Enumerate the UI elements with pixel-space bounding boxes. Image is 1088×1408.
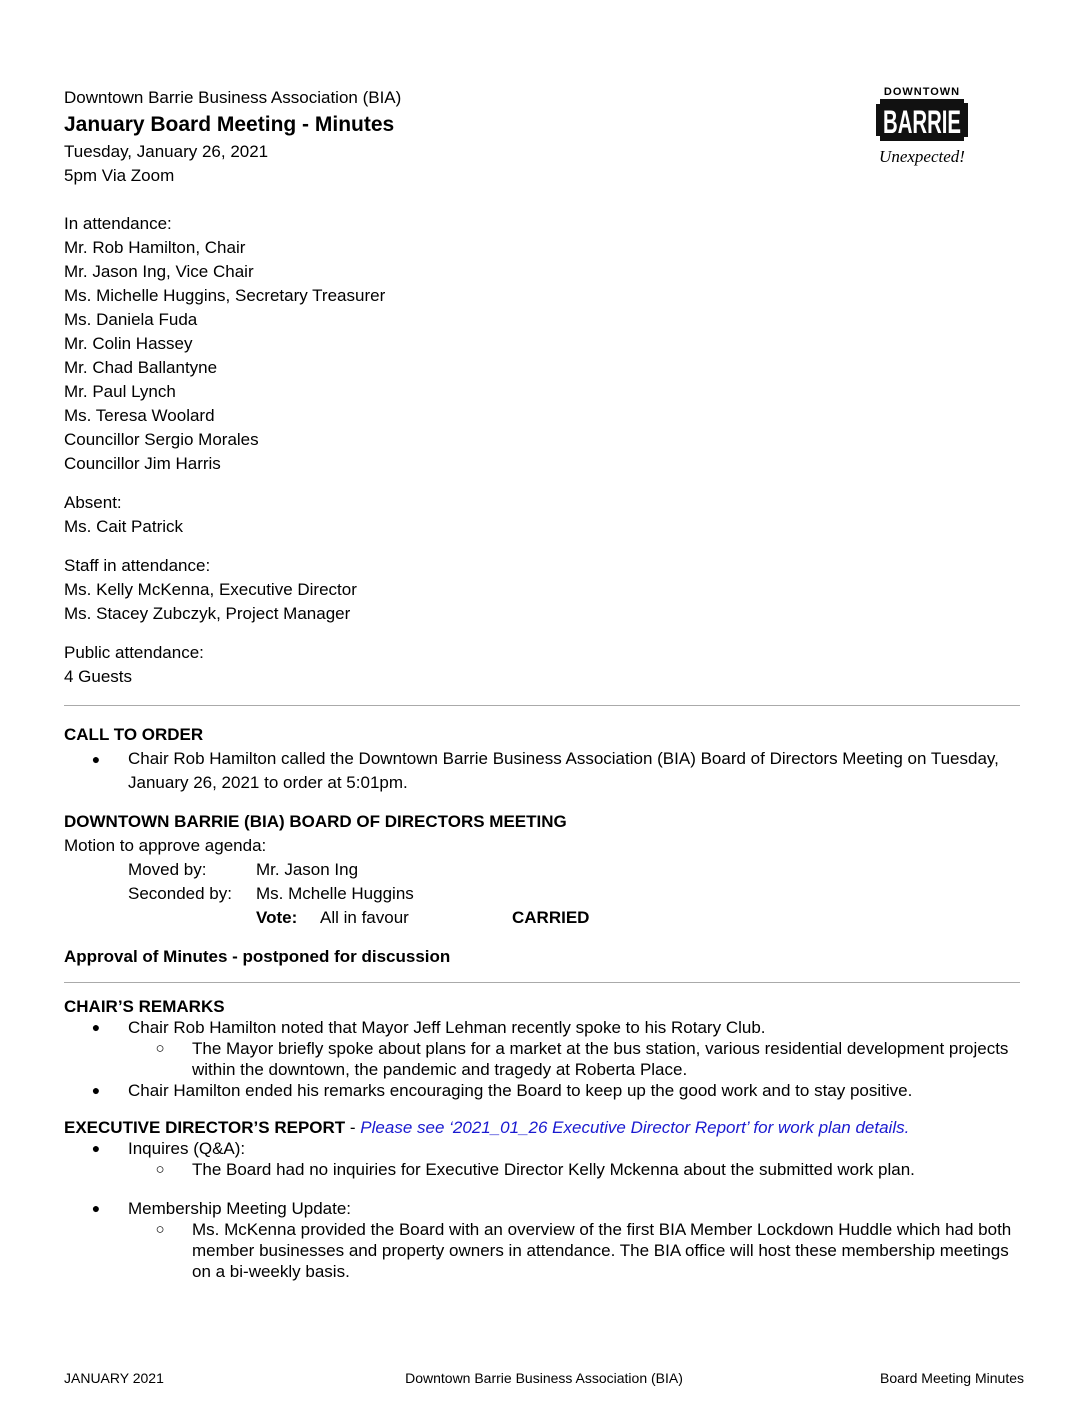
staff-heading: Staff in attendance: [64,556,211,575]
ed-report-dash: - [345,1118,361,1137]
vote-result: CARRIED [512,908,590,927]
meeting-date: Tuesday, January 26, 2021 [64,142,269,161]
list-item [64,1159,1024,1180]
attendee: Mr. Jason Ing, Vice Chair [64,262,254,281]
attendee: Councillor Sergio Morales [64,430,259,449]
ed-report-heading: EXECUTIVE DIRECTOR’S REPORT [64,1118,346,1137]
footer-left: JANUARY 2021 [64,1370,164,1386]
chairs-remarks-text: Chair Hamilton ended his remarks encouraging the Board to keep up the good work and to stay positive. [128,1081,913,1100]
ed-report-subtext: Ms. McKenna provided the Board with an overview of the first BIA Member Lockdown Huddle which had both member businesses and property owners in attendance. The BIA office will host these membership meetings on a bi-weekly basis. [192,1220,1012,1281]
seconded-by-label: Seconded by: [128,884,232,903]
ed-report-item: Inquires (Q&A): [128,1139,246,1158]
logo-main-text: BARRIE [883,104,961,140]
list-item [64,1080,1024,1101]
public-count: 4 Guests [64,667,133,686]
attendee: Mr. Paul Lynch [64,382,176,401]
list-item [64,1198,1024,1219]
minutes-document [64,86,1024,1282]
sub-bullet-icon: ○ [155,1221,165,1238]
ed-report-item: Membership Meeting Update: [128,1199,352,1218]
logo-tagline: Unexpected! [879,147,965,166]
sub-bullet-icon: ○ [155,1040,165,1057]
public-heading: Public attendance: [64,643,204,662]
staff-member: Ms. Stacey Zubczyk, Project Manager [64,604,351,623]
ed-report-heading-row [64,1117,1024,1138]
vote-row [64,906,1024,930]
moved-by-value: Mr. Jason Ing [256,860,359,879]
absent-person: Ms. Cait Patrick [64,517,184,536]
call-to-order-text: Chair Rob Hamilton called the Downtown Barrie Business Association (BIA) Board of Directors Meeting on Tuesday, January 26, 2021 to order at 5:01pm. [128,749,999,792]
moved-by-label: Moved by: [128,860,207,879]
logo-top-text: DOWNTOWN [883,86,961,98]
approval-of-minutes: Approval of Minutes - postponed for discussion [64,947,451,966]
org-name: Downtown Barrie Business Association (BIA) [64,88,402,107]
vote-value: All in favour [320,908,409,927]
meeting-location: 5pm Via Zoom [64,166,175,185]
seconded-by-row [64,882,1024,906]
attendance-heading: In attendance: [64,214,172,233]
bullet-icon: ● [91,1200,101,1216]
attendee: Mr. Colin Hassey [64,334,193,353]
list-item [64,1038,1024,1080]
bullet-icon: ● [91,1140,101,1156]
motion-text: Motion to approve agenda: [64,836,267,855]
board-meeting-heading: DOWNTOWN BARRIE (BIA) BOARD OF DIRECTORS MEETING [64,812,567,831]
attendee: Ms. Teresa Woolard [64,406,215,425]
moved-by-row [64,858,1024,882]
staff-member: Ms. Kelly McKenna, Executive Director [64,580,357,599]
absent-heading: Absent: [64,493,122,512]
attendee: Ms. Michelle Huggins, Secretary Treasurer [64,286,386,305]
seconded-by-value: Ms. Mchelle Huggins [256,884,414,903]
footer-right: Board Meeting Minutes [880,1370,1024,1386]
vote-label: Vote: [256,908,298,927]
list-item [64,747,1024,795]
attendee: Councillor Jim Harris [64,454,221,473]
bullet-icon: ● [91,751,101,767]
ed-report-reference: Please see ‘2021_01_26 Executive Director Report’ for work plan details. [360,1118,910,1137]
chairs-remarks-subtext: The Mayor briefly spoke about plans for a market at the bus station, various residential development projects within the downtown, the pandemic and tragedy at Roberta Place. [192,1039,1009,1079]
list-item [64,1138,1024,1159]
sub-bullet-icon: ○ [155,1161,165,1178]
bullet-icon: ● [91,1082,101,1098]
chairs-remarks-heading: CHAIR’S REMARKS [64,997,225,1016]
ed-report-subtext: The Board had no inquiries for Executive Director Kelly Mckenna about the submitted work plan. [192,1160,915,1179]
list-item [64,1219,1024,1282]
list-item [64,1017,1024,1038]
page-title: January Board Meeting - Minutes [64,113,395,136]
footer-center: Downtown Barrie Business Association (BIA) [405,1370,683,1386]
attendee: Mr. Chad Ballantyne [64,358,218,377]
attendee: Mr. Rob Hamilton, Chair [64,238,246,257]
attendee: Ms. Daniela Fuda [64,310,198,329]
chairs-remarks-text: Chair Rob Hamilton noted that Mayor Jeff Lehman recently spoke to his Rotary Club. [128,1018,766,1037]
bullet-icon: ● [91,1019,101,1035]
call-to-order-heading: CALL TO ORDER [64,725,204,744]
